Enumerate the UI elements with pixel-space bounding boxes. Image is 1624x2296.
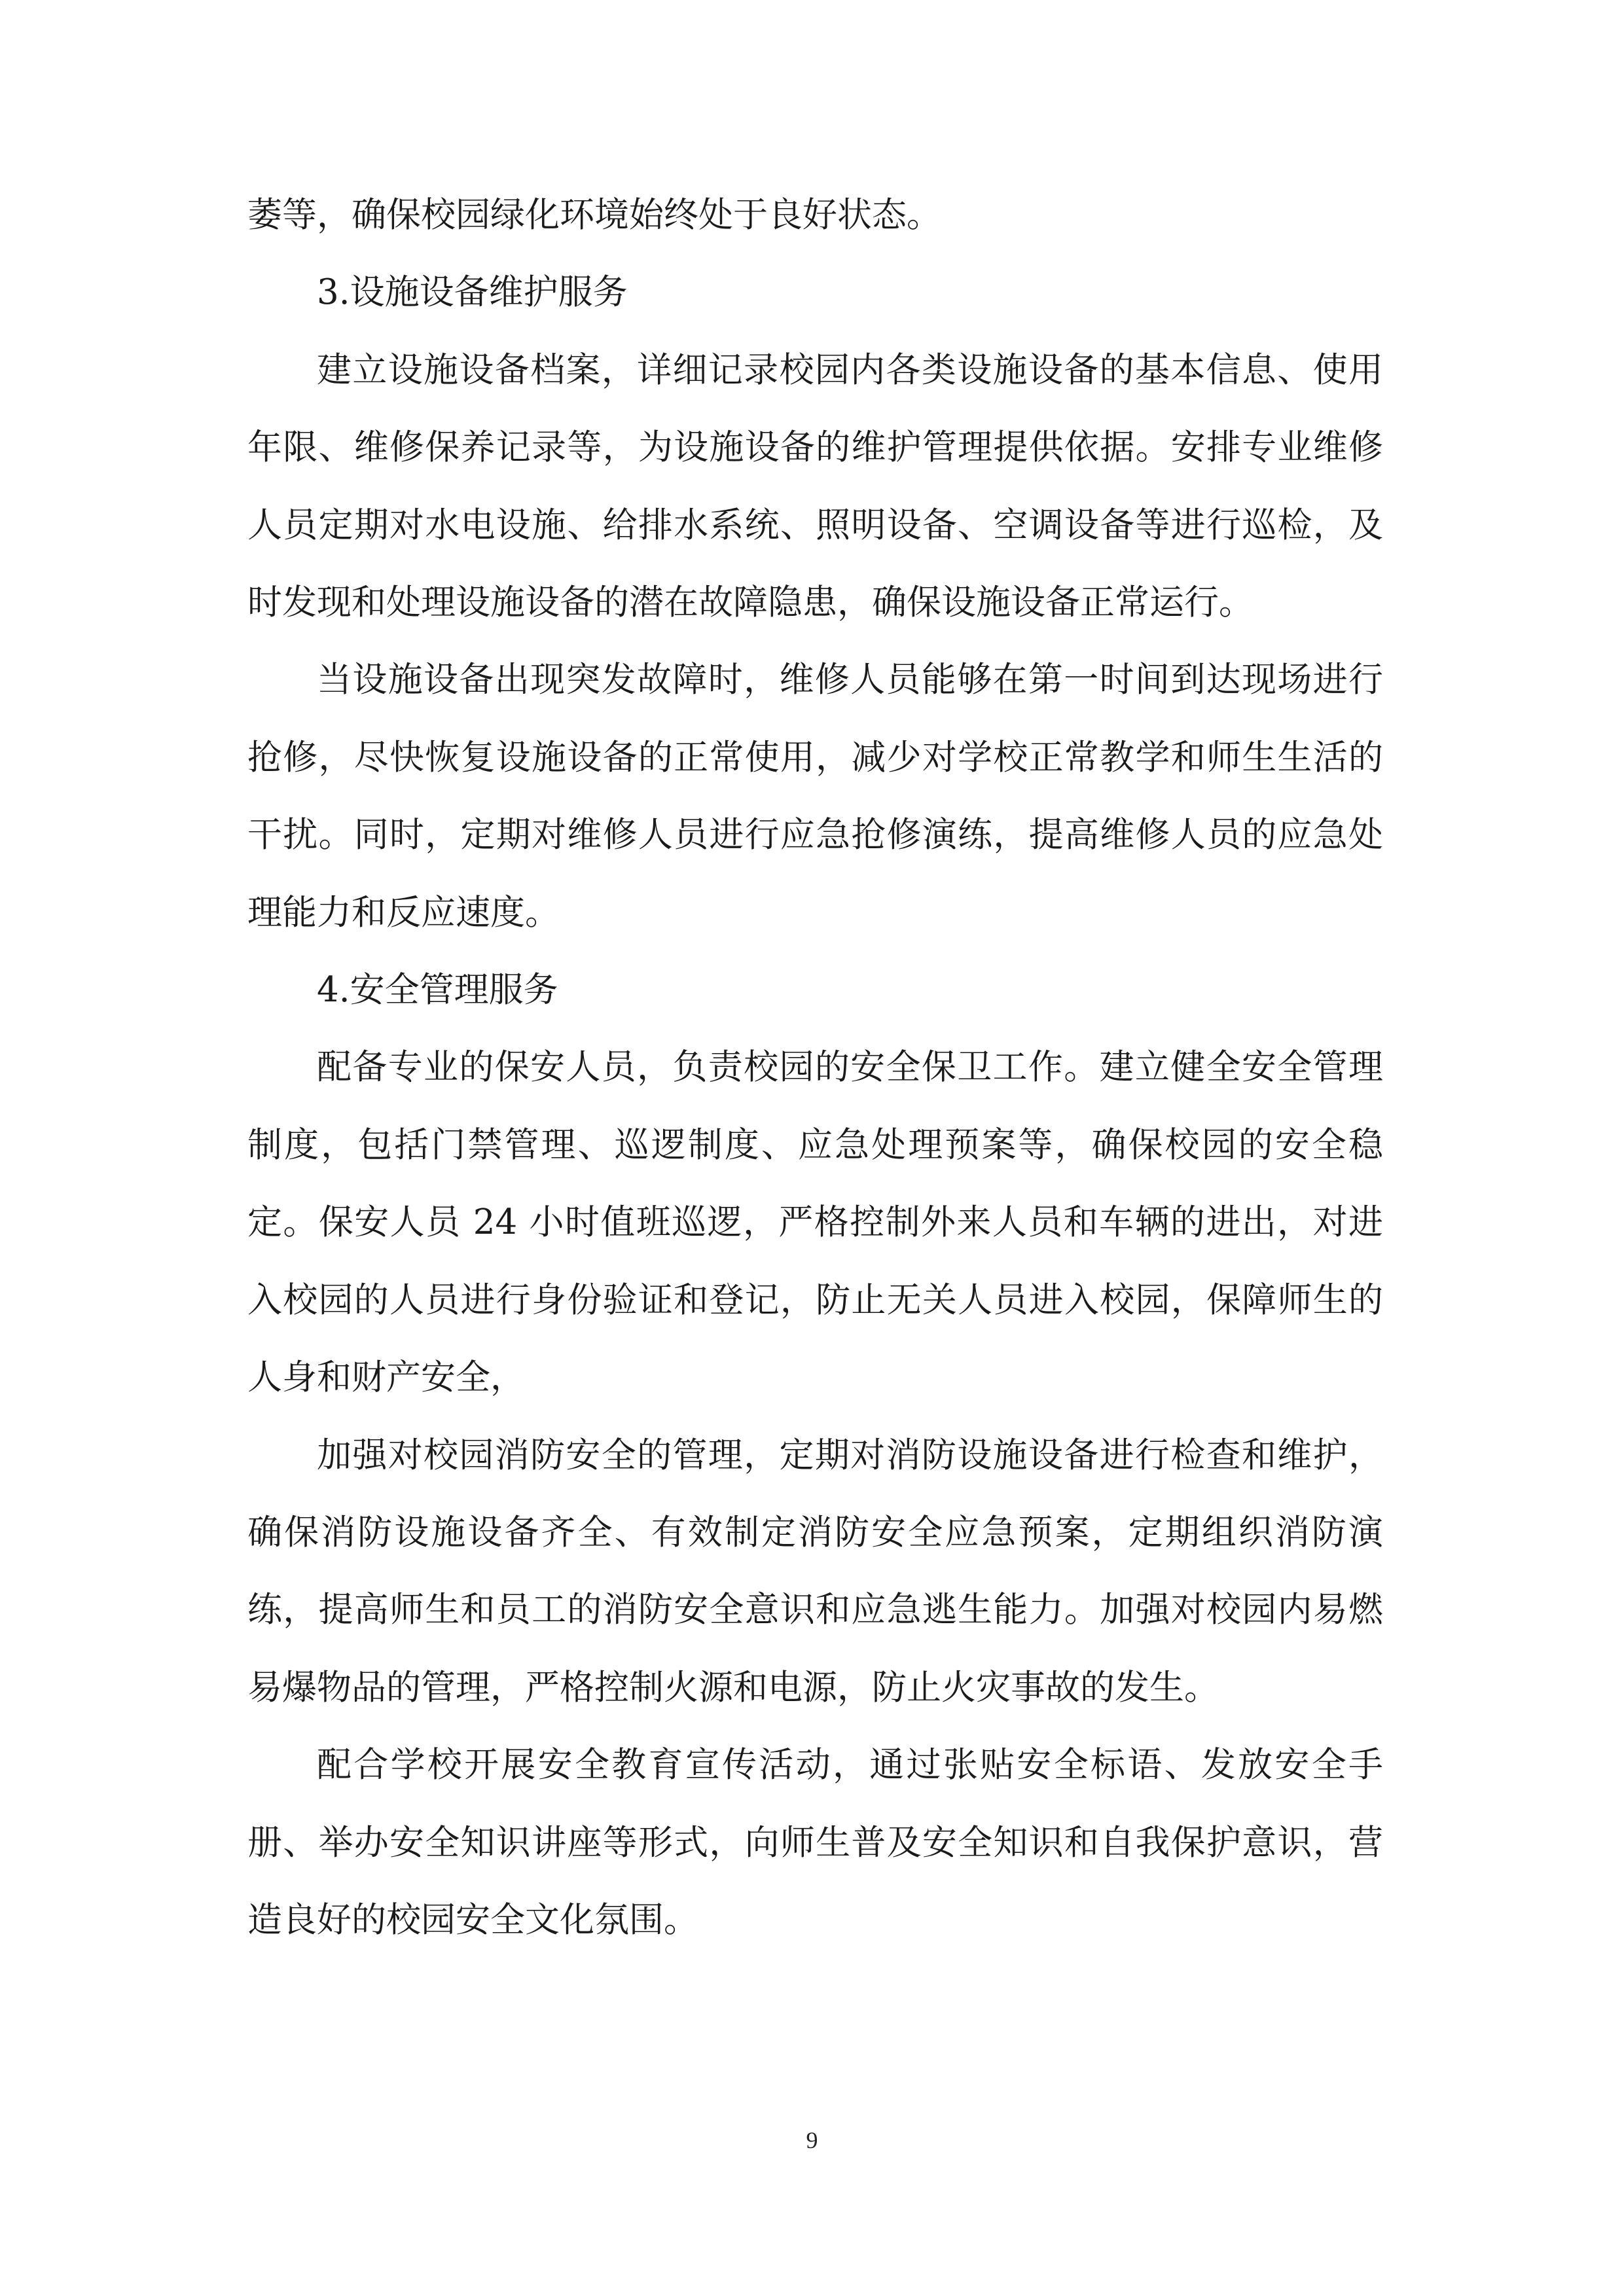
paragraph-facilities-records: 建立设施设备档案，详细记录校园内各类设施设备的基本信息、使用年限、维修保养记录等，为设施设备的维护管理提供依据。安排专业维修人员定期对水电设施、给排水系统、照明设备、空调设备等进行巡检，及时发现和处理设施设备的潜在故障隐患，确保设施设备正常运行。 [247, 350, 1383, 623]
paragraph-continuation: 萎等，确保校园绿化环境始终处于良好状态。 [247, 195, 941, 235]
page-number: 9 [806, 2127, 818, 2153]
paragraph-facilities-emergency: 当设施设备出现突发故障时，维修人员能够在第一时间到达现场进行抢修，尽快恢复设施设备的正常使用，减少对学校正常教学和师生生活的干扰。同时，定期对维修人员进行应急抢修演练，提高维修人员的应急处理能力和反应速度。 [247, 660, 1383, 933]
paragraph-safety-education: 配合学校开展安全教育宣传活动，通过张贴安全标语、发放安全手册、举办安全知识讲座等形式，向师生普及安全知识和自我保护意识，营造良好的校园安全文化氛围。 [247, 1745, 1383, 1940]
paragraph-security-guards: 配备专业的保安人员，负责校园的安全保卫工作。建立健全安全管理制度，包括门禁管理、巡逻制度、应急处理预案等，确保校园的安全稳定。保安人员 24 小时值班巡逻，严格控制外来人员和车辆的进出，对进入校园的人员进行身份验证和登记，防止无关人员进入校园，保障师生的人身和财产安全， [247, 1047, 1383, 1398]
page-body [247, 177, 1383, 1959]
paragraph-fire-safety: 加强对校园消防安全的管理，定期对消防设施设备进行检查和维护，确保消防设施设备齐全、有效制定消防安全应急预案，定期组织消防演练，提高师生和员工的消防安全意识和应急逃生能力。加强对校园内易燃易爆物品的管理，严格控制火源和电源，防止火灾事故的发生。 [247, 1435, 1383, 1708]
section-heading-security: 4.安全管理服务 [317, 970, 558, 1011]
section-heading-facilities: 3.设施设备维护服务 [317, 272, 628, 313]
